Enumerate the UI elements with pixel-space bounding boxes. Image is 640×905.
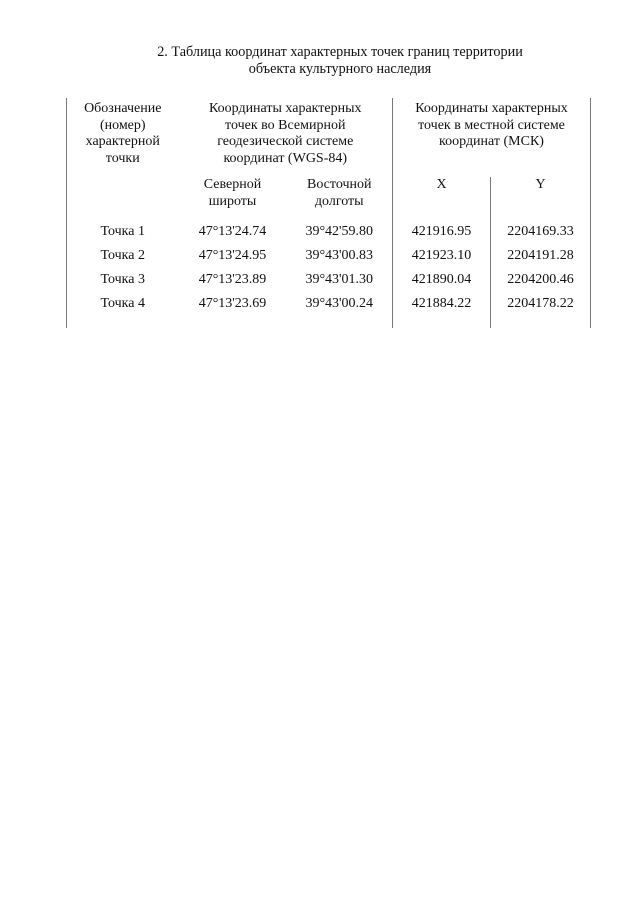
table-row [67, 296, 591, 328]
point-x: 421916.95 [393, 224, 491, 248]
point-y: 2204200.46 [491, 272, 591, 296]
point-y: 2204169.33 [491, 224, 591, 248]
point-y: 2204178.22 [491, 296, 591, 328]
point-x: 421923.10 [393, 248, 491, 272]
point-latitude: 47°13'24.95 [198, 248, 267, 263]
point-latitude: 47°13'24.74 [198, 224, 267, 239]
table-subheader-row [67, 177, 591, 224]
point-longitude: 39°43'00.24 [287, 296, 393, 328]
point-name: Точка 1 [67, 224, 179, 248]
header-wgs84: Координаты характерных точек во Всемирной геодезической системе координат (WGS-84) [179, 98, 393, 177]
point-x: 421884.22 [393, 296, 491, 328]
table-row [67, 224, 591, 248]
point-x: 421890.04 [393, 272, 491, 296]
table-row [67, 248, 591, 272]
point-name: Точка 2 [67, 248, 179, 272]
header-designation: Обозначение (номер) характерной точки [67, 98, 179, 177]
subheader-empty [67, 177, 179, 224]
subheader-x: X [393, 177, 491, 224]
document-title-line2: объекта культурного наследия [248, 61, 432, 77]
point-y: 2204191.28 [491, 248, 591, 272]
header-msk: Координаты характерных точек в местной системе координат (МСК) [393, 98, 591, 177]
subheader-latitude: Северной широты [203, 177, 262, 209]
subheader-y: Y [491, 177, 591, 224]
table-header-row [67, 98, 591, 177]
table-row [67, 272, 591, 296]
subheader-longitude: Восточной долготы [287, 177, 393, 224]
point-longitude: 39°42'59.80 [287, 224, 393, 248]
point-longitude: 39°43'01.30 [287, 272, 393, 296]
point-name: Точка 3 [67, 272, 179, 296]
document-title-line1: 2. Таблица координат характерных точек границ территории [157, 44, 523, 60]
point-latitude: 47°13'23.69 [198, 296, 267, 311]
point-name: Точка 4 [67, 296, 179, 328]
point-longitude: 39°43'00.83 [287, 248, 393, 272]
coordinates-table [66, 98, 591, 328]
document-title [120, 44, 560, 78]
point-latitude: 47°13'23.89 [198, 272, 267, 287]
